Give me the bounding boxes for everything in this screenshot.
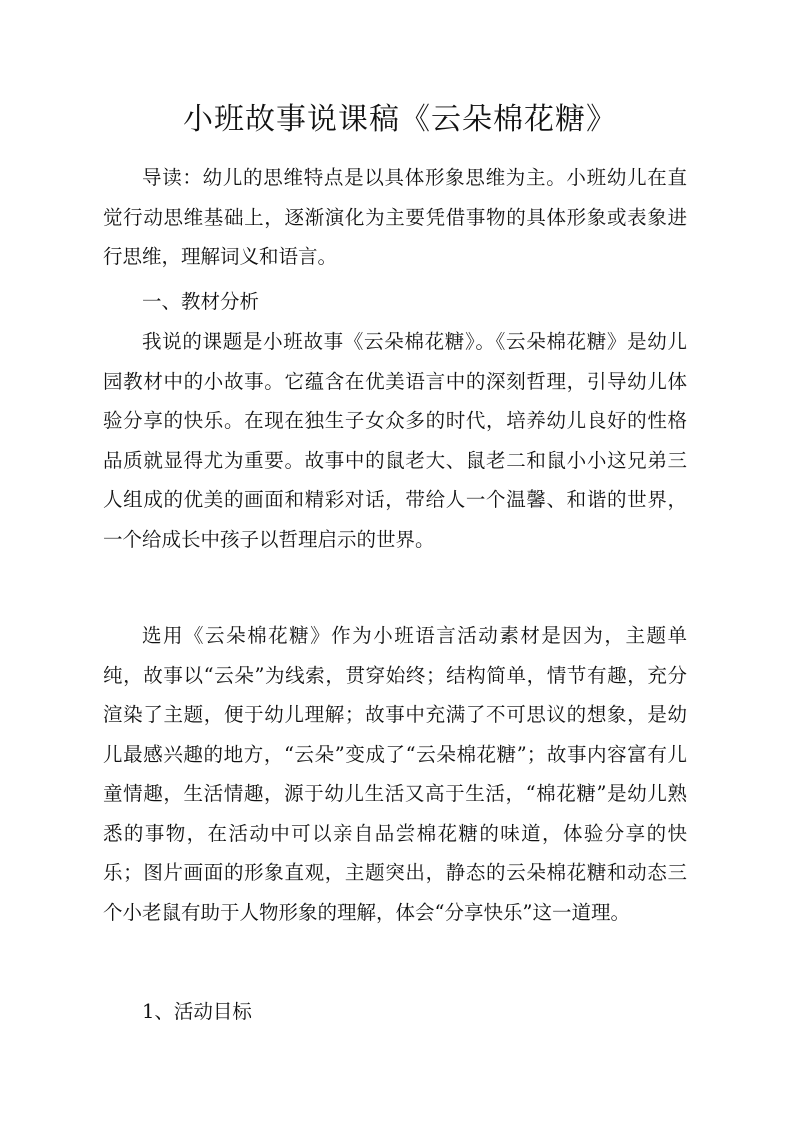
paragraph-intro: 导读：幼儿的思维特点是以具体形象思维为主。小班幼儿在直觉行动思维基础上，逐渐演化为主要凭借事物的具体形象或表象进行思维，理解词义和语言。 — [103, 166, 687, 268]
document-title: 小班故事说课稿《云朵棉花糖》 — [183, 102, 617, 137]
analysis-block — [103, 322, 687, 559]
goal-block — [103, 992, 687, 1032]
paragraph-reason: 选用《云朵棉花糖》作为小班语言活动素材是因为，主题单纯，故事以“云朵”为线索，贯穿始终；结构简单，情节有趣，充分渲染了主题，便于幼儿理解；故事中充满了不可思议的想象，是幼儿最感兴趣的地方，“云朵”变成了“云朵棉花糖”；故事内容富有儿童情趣，生活情趣，源于幼儿生活又高于生活，“棉花糖”是幼儿熟悉的事物，在活动中可以亲自品尝棉花糖的味道，体验分享的快乐；图片画面的形象直观，主题突出，静态的云朵棉花糖和动态三个小老鼠有助于人物形象的理解，体会“分享快乐”这一道理。 — [103, 624, 687, 924]
intro-block — [103, 158, 687, 277]
section-block — [103, 282, 687, 322]
section-heading-materials: 一、教材分析 — [142, 290, 260, 313]
paragraph-analysis: 我说的课题是小班故事《云朵棉花糖》。《云朵棉花糖》是幼儿园教材中的小故事。它蕴含在优美语言中的深刻哲理，引导幼儿体验分享的快乐。在现在独生子女众多的时代，培养幼儿良好的性格品质就显得尤为重要。故事中的鼠老大、鼠老二和鼠小小这兄弟三人组成的优美的画面和精彩对话，带给人一个温馨、和谐的世界，一个给成长中孩子以哲理启示的世界。 — [103, 330, 687, 551]
section-heading-goals: 1、活动目标 — [142, 1000, 252, 1023]
reason-block — [103, 616, 687, 932]
